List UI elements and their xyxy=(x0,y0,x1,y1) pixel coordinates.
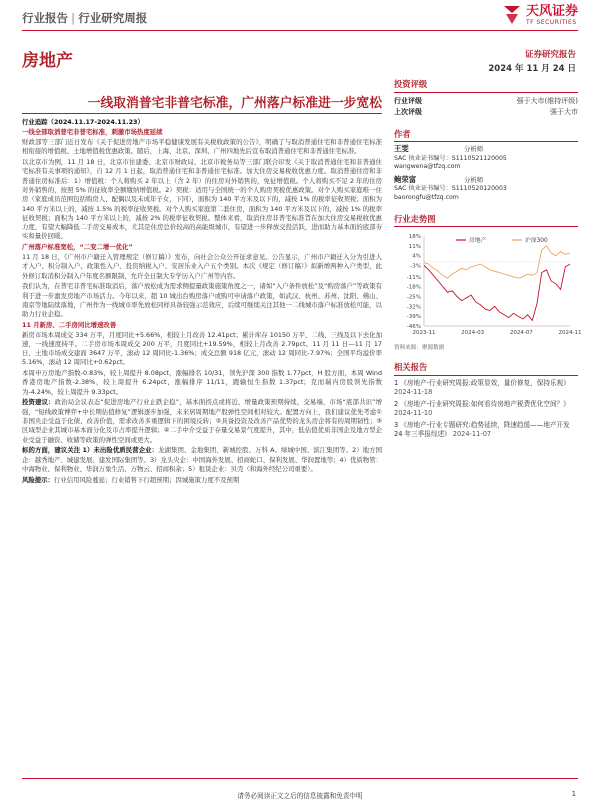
header-rule xyxy=(22,30,578,31)
legend-label: 沪深300 xyxy=(525,238,548,245)
body-paragraph xyxy=(22,398,382,444)
body-paragraph xyxy=(22,138,382,157)
paragraph-text: 政治局会议表态“促进房地产行业止跌企稳”，基本面拐点或将近，增量政策预期持续，交易端，市场“底部共识”增强，“短线政策博弈+中长期估值修复”逻辑逐步加强，未来居周期地产股弹性空间相对较大。配置方向上，我们建议优先考虑①非国央企受益于化债、改善价值，需求改善多重逻辑下的困境反转；②具备投资及改善产品优势的龙头房企将有的周期韧性；③区域型企业其城市基本面分化及市占率提升逻辑；④二手中介受益于存量交易景气度提升，其中，低估值优质非国企及地方型企业受益于融资、收储等政策的弹性空间或更大。 xyxy=(22,398,382,444)
report-body xyxy=(22,118,382,486)
footer-rule xyxy=(22,778,578,779)
analyst-email[interactable]: wangwena@tfzq.com xyxy=(394,163,461,171)
paragraph-text: 新房市场本周成交 334 万平，月度同比+5.66%，相较上月改善 12.41pct；累计库存 10150 万平，二线、三线及以下去化加速，一线速度持平。二手房市场本周成交 200 万平，月度同比+19.59%，相较上月改善 2.79pct。11 月 11 日—11 月 17 日，土地市场成交建面 3647 万平，滚动 12 周同比-1.36%；成交总额 918 亿元，滚动 12 周同比-7.97%；全国平均溢价率 5.16%，滚动 12 周同比+0.62pct。 xyxy=(22,330,382,367)
report-type: 证券研究报告 xyxy=(524,50,576,60)
trend-chart xyxy=(394,230,582,342)
report-category: 行业报告 | 行业研究周报 xyxy=(22,11,148,25)
y-tick-label: -18% xyxy=(406,284,421,291)
x-tick-label: 2024-11 xyxy=(558,330,582,337)
paragraph-text: 11 月 18 日，《广州市户籍迁入管理规定（修订稿）》发布，向社会公众公开征求意见。公告显示，广州市户籍迁入分为引进人才入户、积分制入户、政策性入户、投资纳税入户、安居乐业入户五个类别。本次《规定（修订稿）》拟新增两种入户类型，此外修订取消积分制入户年度名额限制，允许全日制大专学历入户广州等内容。 xyxy=(22,252,382,280)
section-heading xyxy=(22,128,382,137)
y-tick-label: -32% xyxy=(406,304,421,311)
analyst-email[interactable]: baorongfu@tfzq.com xyxy=(394,193,459,201)
related-report-title[interactable]: 3 《房地产-行业专题研究:趋势延续，降速趋缓——地产开发 24 年三季报综述》 xyxy=(394,420,570,439)
analyst-role: 分析师 xyxy=(464,175,484,184)
rating-value: 强于大市 xyxy=(550,107,578,116)
paragraph-text: 财政部等三部门近日发布《关于促进房地产市场平稳健康发展有关税收政策的公告》，明确了与取消普通住宅和非普通住宅标准相衔接的增值税、土地增值税优惠政策。随后，上海、北京、深圳、广州四地先后宣布取消普通住宅和非普通住宅标准。 xyxy=(22,138,382,156)
related-report-item[interactable] xyxy=(394,421,578,440)
logo-mark-icon xyxy=(502,4,522,26)
rating-label: 上次评级 xyxy=(394,107,422,116)
section-heading xyxy=(22,243,382,252)
related-heading: 相关报告 xyxy=(394,361,578,376)
analyst-card xyxy=(394,145,578,172)
rating-row xyxy=(394,96,578,107)
paragraph-text: 我们认为，在普宅非普宅标准取消后，落户放松成为需求侧提量政策施策角度之一，诸如“入户条件放松”及“购房落户”等政策有利于进一步激发房地产市场活力。今年以来，超 10 城出台购房落户或购可申请落户政策，如武汉、杭州、苏州、沈阳、佛山、南京等地陆续落地，广州作为一线城市率先放松同样具备较强示范效应，后续可继续关注其他一二线城市落户标准放松可能，以助力行业企稳。 xyxy=(22,282,382,319)
related-report-date: 2024-11-10 xyxy=(394,409,433,418)
y-tick-label: 11% xyxy=(408,243,421,250)
paragraph-lead: 标的方面，建议关注 1）未出险优质民营企业： xyxy=(22,446,159,455)
rating-value: 强于大市(维持评级) xyxy=(516,96,578,105)
analyst-name: 王雯 xyxy=(394,144,409,153)
x-tick-label: 2023-11 xyxy=(412,330,436,337)
related-reports xyxy=(394,379,578,440)
body-paragraph xyxy=(22,476,382,485)
logo-name-en: TF SECURITIES xyxy=(525,18,577,26)
y-tick-label: -39% xyxy=(406,314,421,321)
title-rule xyxy=(22,113,382,114)
paragraph-text: 一线全部取消普宅非普宅标准，刺激市场热度延续 xyxy=(22,128,163,137)
analyst-license: SAC 执业证书编号：S1110520120003 xyxy=(394,185,507,193)
y-tick-label: -25% xyxy=(406,294,421,301)
paragraph-text: 11 月新房、二手房同比增速改善 xyxy=(22,320,117,329)
paragraph-text: 行业信用风险蔓延；行业销售下行超预期；因城施策力度不及预期 xyxy=(53,475,240,484)
section-heading xyxy=(22,321,382,330)
body-paragraph xyxy=(22,282,382,319)
related-report-title[interactable]: 2 《房地产-行业研究周报:如何看待房地产税费优化空间？》 xyxy=(394,399,570,408)
body-paragraph xyxy=(22,253,382,281)
subcategory-label: 行业研究周报 xyxy=(78,11,148,25)
y-tick-label: -3% xyxy=(410,263,421,270)
paragraph-text: 以北京市为例，11 月 18 日，北京市住建委、北京市财政局、北京市税务局等三部门联合印发《关于取消普通住宅和非普通住宅标准有关事项的通知》，自 12 月 1 日起，取消普通住宅和非普通住宅标准。加大住房交易税收优惠力度。取消普通住房和非普通住房标准后：1）增值税：个人将购买 2 年以上（含 2 年）的住房对外销售的，免征增值税。个人将购买不足 2 年的住房对外销售的，按照 5% 的征收率全额缴纳增值税。2）契税：适用与全国统一的个人购房契税优惠政策。对个人购买家庭唯一住房（家庭成员范围包括购房人、配偶以及未成年子女，下同），面积为 140 平方米及以下的，减按 1% 的税率征收契税；面积为 140 平方米以上的，减按 1.5% 的税率征收契税。对个人购买家庭第二套住房，面积为 140 平方米及以下的，减按 1% 的税率征收契税；面积为 140 平方米以上的，减按 2% 的税率征收契税。整体来看，取消住房非普宅标准旨在加大住房交易税收优惠力度，有望大幅降低二手房交易成本，尤其是住房总价较高的高能级城市，有望进一步释放交投活跃，进而助力基本面的底部夯实和量价回暖。 xyxy=(22,158,382,241)
analyst-role: 分析师 xyxy=(464,145,484,153)
sector-title: 房地产 xyxy=(22,51,73,71)
paragraph-text: 本周申万房地产指数-0.83%，较上周提升 8.08pct，涨幅排名 10/31，领先沪深 300 指数 1.77pct，H 股方面，本周 Wind 香港房地产指数-2.38%，较上周提升 6.24pct，涨幅排序 11/11，跑输恒生指数 1.37pct；克而瑞内房股领先指数为-4.24%，较上周提升 9.33pct。 xyxy=(22,369,382,396)
report-title: 一线取消普宅非普宅标准，广州落户标准进一步宽松 xyxy=(87,96,382,111)
analyst-name: 鲍荣富 xyxy=(394,174,417,184)
author-heading: 作者 xyxy=(394,128,578,143)
paragraph-lead: 投资建议： xyxy=(22,398,55,407)
y-tick-label: 18% xyxy=(408,234,421,241)
series-line-real-estate xyxy=(424,264,570,320)
legend-label: 房地产 xyxy=(469,238,487,245)
y-tick-label: -11% xyxy=(406,274,421,281)
brand-logo xyxy=(502,4,578,26)
x-tick-label: 2024-07 xyxy=(509,330,533,337)
rating-heading: 投资评级 xyxy=(394,78,578,93)
trend-chart-svg xyxy=(394,230,582,342)
page-number: 1 xyxy=(571,790,576,798)
category-label: 行业报告 xyxy=(22,11,68,25)
related-report-date: 2024-11-18 xyxy=(394,388,433,397)
paragraph-lead: 风险提示： xyxy=(22,475,54,484)
rating-label: 行业评级 xyxy=(394,96,422,105)
y-tick-label: 4% xyxy=(412,253,421,260)
rating-row xyxy=(394,107,578,118)
paragraph-text: 广州落户标准宽松，“二变二增一优化” xyxy=(22,243,133,252)
tracking-period-heading xyxy=(22,118,382,127)
logo-name-cn: 天风证券 xyxy=(525,3,578,19)
body-paragraph xyxy=(22,331,382,368)
body-paragraph xyxy=(22,158,382,242)
x-tick-label: 2024-03 xyxy=(461,330,485,337)
y-tick-label: -46% xyxy=(406,324,421,331)
related-report-item[interactable] xyxy=(394,379,578,398)
related-report-date: 2024-11-07 xyxy=(452,430,492,439)
sidebar xyxy=(394,78,582,442)
related-report-title[interactable]: 1 《房地产-行业研究周报:政策显效，量价修复，保持乐观》 xyxy=(394,378,570,387)
analyst-card xyxy=(394,176,578,203)
report-date: 2024 年 11 月 24 日 xyxy=(488,64,576,74)
footer-disclaimer: 请务必阅读正文之后的信息披露和免责申明 xyxy=(237,792,363,800)
paragraph-text: 龙湖集团、金地集团、新城控股、万科 A、绿城中国、滨江集团等。2）地方国企：越秀地产、城建发展、建发国际集团等。3）龙头央企：中国海外发展、招商蛇口、保利发展、华润置地等；4）优质物管：中海物业、保利物业、华润万象生活、万物云、招商积余；5）租赁企业：贝壳（和海外经纪公司重要）。 xyxy=(22,446,383,473)
related-report-item[interactable] xyxy=(394,400,578,419)
paragraph-text: 行业追踪（2024.11.17-2024.11.23） xyxy=(22,118,144,126)
body-paragraph xyxy=(22,369,382,397)
chart-source: 资料来源：聚源数据 xyxy=(394,345,445,352)
trend-heading: 行业走势图 xyxy=(394,213,578,228)
body-paragraph xyxy=(22,446,382,474)
analyst-license: SAC 执业证书编号：S1110521120005 xyxy=(394,154,507,162)
